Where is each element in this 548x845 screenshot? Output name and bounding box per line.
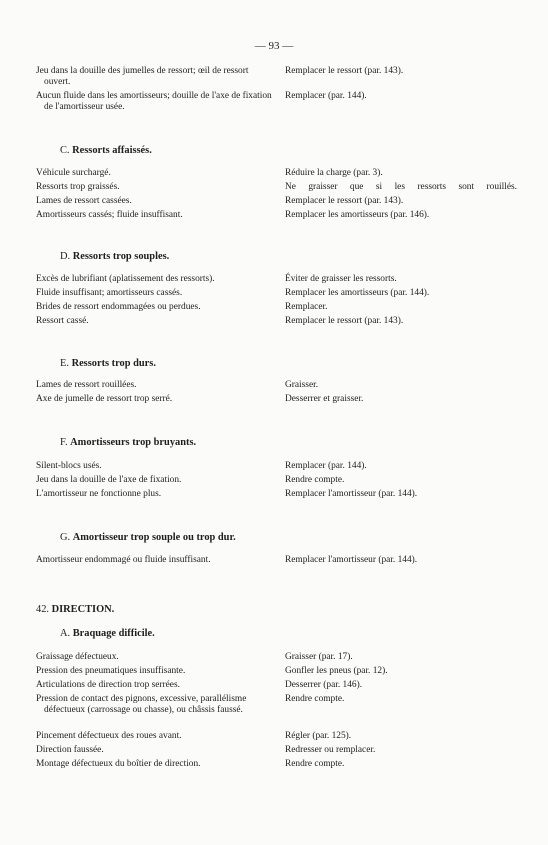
cause-text: L'amortisseur ne fonctionne plus. [36, 489, 162, 499]
cause-text: Articulations de direction trop serrées. [36, 680, 180, 690]
cause-text: Amortisseur endommagé ou fluide insuffisant. [36, 555, 211, 565]
cause-text: Jeu dans la douille des jumelles de ressort; œil de ressort ouvert. [36, 66, 249, 88]
remedy-text: Remplacer (par. 144). [285, 91, 367, 101]
cause-text: Ressort cassé. [36, 316, 89, 326]
section-heading [60, 358, 156, 369]
cause-text: Pression des pneumatiques insuffisante. [36, 666, 186, 676]
remedy-text: Remplacer le ressort (par. 143). [285, 316, 404, 326]
remedy-text: Remplacer les amortisseurs (par. 146). [285, 210, 430, 220]
remedy-text: Rendre compte. [285, 475, 345, 485]
remedy-text: Remplacer (par. 144). [285, 461, 367, 471]
remedy-text: Éviter de graisser les ressorts. [285, 274, 397, 284]
chapter-heading [36, 604, 114, 615]
section-letter: C. [60, 145, 70, 156]
remedy-text: Desserrer et graisser. [285, 394, 364, 404]
cause-text: Amortisseurs cassés; fluide insuffisant. [36, 210, 183, 220]
section-title: Amortisseurs trop bruyants. [70, 437, 197, 448]
remedy-text: Rendre compte. [285, 759, 345, 769]
remedy-text: Graisser (par. 17). [285, 652, 353, 662]
section-heading [60, 251, 169, 262]
cause-text: Brides de ressort endommagées ou perdues. [36, 302, 201, 312]
section-title: Amortisseur trop souple ou trop dur. [72, 532, 236, 543]
remedy-text: Remplacer l'amortisseur (par. 144). [285, 555, 418, 565]
cause-text: Aucun fluide dans les amortisseurs; douille de l'axe de fixation de l'amortisseur usée. [36, 91, 272, 113]
remedy-text: Ne graisser que si les ressorts sont rouillés. [285, 182, 517, 192]
remedy-text: Remplacer. [285, 302, 328, 312]
section-title: Braquage difficile. [72, 628, 155, 639]
page-number: — 93 — [254, 40, 294, 52]
cause-text: Jeu dans la douille de l'axe de fixation. [36, 475, 182, 485]
section-title: Ressorts trop durs. [71, 358, 156, 369]
remedy-text: Remplacer l'amortisseur (par. 144). [285, 489, 418, 499]
section-heading [60, 145, 152, 156]
remedy-text: Remplacer le ressort (par. 143). [285, 66, 404, 76]
remedy-text: Remplacer le ressort (par. 143). [285, 196, 404, 206]
cause-text: Pincement défectueux des roues avant. [36, 731, 182, 741]
cause-text: Excès de lubrifiant (aplatissement des ressorts). [36, 274, 215, 284]
cause-text: Montage défectueux du boîtier de direction. [36, 759, 201, 769]
cause-text: Direction faussée. [36, 745, 104, 755]
cause-text: Silent-blocs usés. [36, 461, 102, 471]
section-title: Ressorts affaissés. [72, 145, 152, 156]
cause-text: Graissage défectueux. [36, 652, 119, 662]
section-heading [60, 532, 236, 543]
cause-text: Lames de ressort cassées. [36, 196, 132, 206]
cause-text: Pression de contact des pignons, excessive, parallélisme défectueux (carrossage ou chasse), ou châssis faussé. [36, 694, 247, 716]
remedy-text: Desserrer (par. 146). [285, 680, 363, 690]
remedy-text: Remplacer les amortisseurs (par. 144). [285, 288, 430, 298]
section-letter: E. [60, 358, 69, 369]
remedy-text: Gonfler les pneus (par. 12). [285, 666, 388, 676]
section-heading [60, 628, 155, 639]
remedy-text: Rendre compte. [285, 694, 345, 704]
section-letter: A. [60, 628, 71, 639]
cause-text: Ressorts trop graissés. [36, 182, 120, 192]
remedy-text: Redresser ou remplacer. [285, 745, 376, 755]
chapter-title: DIRECTION. [51, 604, 115, 615]
chapter-number: 42. [36, 604, 49, 615]
section-letter: G. [60, 532, 71, 543]
section-title: Ressorts trop souples. [72, 251, 170, 262]
cause-text: Fluide insuffisant; amortisseurs cassés. [36, 288, 183, 298]
cause-text: Lames de ressort rouillées. [36, 380, 137, 390]
remedy-text: Graisser. [285, 380, 319, 390]
cause-text: Véhicule surchargé. [36, 168, 111, 178]
remedy-text: Régler (par. 125). [285, 731, 352, 741]
cause-text: Axe de jumelle de ressort trop serré. [36, 394, 173, 404]
section-heading [60, 437, 196, 448]
section-letter: F. [60, 437, 68, 448]
remedy-text: Réduire la charge (par. 3). [285, 168, 383, 178]
section-letter: D. [60, 251, 71, 262]
